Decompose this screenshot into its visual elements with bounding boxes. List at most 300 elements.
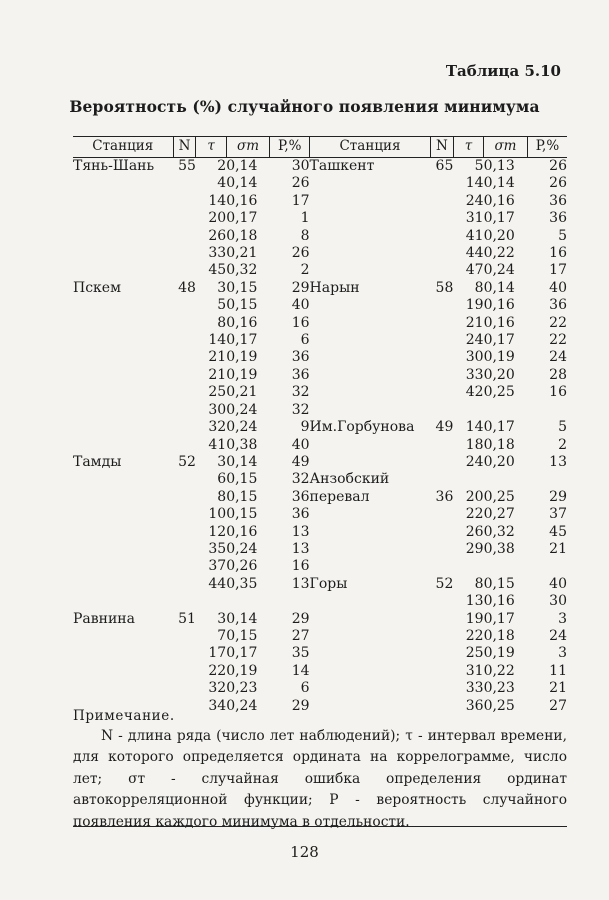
- cell-tau: 25: [208, 384, 227, 401]
- table-row: [73, 541, 567, 558]
- cell-tau: 3: [217, 610, 227, 627]
- cell-probability-right: 16: [549, 245, 567, 262]
- cell-probability-right: 36: [549, 297, 567, 314]
- cell-probability: 13: [291, 540, 310, 557]
- header-probability: P,%: [270, 137, 310, 158]
- cell-probability: 29: [291, 697, 310, 714]
- cell-sigma-right: 0,25: [483, 488, 515, 505]
- cell-sigma-right: 0,14: [483, 175, 515, 192]
- cell-station-right: [310, 262, 431, 279]
- cell-sigma-right: [484, 402, 528, 419]
- cell-n: [173, 645, 196, 662]
- table-body: [73, 158, 567, 716]
- cell-n: 55: [178, 158, 196, 174]
- cell-sigma: 0,15: [226, 297, 258, 314]
- cell-probability-right: 17: [549, 262, 567, 279]
- cell-sigma-right: 0,17: [483, 610, 515, 627]
- table-row: [73, 489, 567, 506]
- cell-sigma-right: 0,15: [483, 575, 515, 592]
- cell-tau-right: 25: [465, 645, 484, 662]
- table-row: [73, 367, 567, 384]
- cell-probability-right: 22: [549, 314, 567, 331]
- table-row: [73, 245, 567, 262]
- cell-n: [173, 297, 196, 314]
- cell-station: [73, 175, 173, 192]
- cell-station-right: Им.Горбунова: [309, 419, 415, 436]
- cell-probability-right: 13: [549, 453, 567, 470]
- table-row: [73, 419, 567, 436]
- cell-station: Тянь-Шань: [73, 158, 155, 174]
- cell-probability: 13: [291, 575, 310, 592]
- cell-probability: 32: [291, 384, 310, 401]
- cell-probability: 30: [291, 158, 310, 174]
- cell-tau: 3: [217, 453, 227, 470]
- table-row: [73, 524, 567, 541]
- table-row: [73, 384, 567, 401]
- cell-station: [73, 524, 173, 541]
- cell-probability: 36: [291, 506, 310, 523]
- cell-station-right: [310, 628, 431, 645]
- cell-station: [73, 593, 173, 610]
- cell-station-right: [310, 228, 431, 245]
- cell-station: [73, 645, 173, 662]
- header-n: N: [173, 137, 196, 158]
- cell-probability: 36: [291, 488, 310, 505]
- page-number: 128: [290, 843, 319, 861]
- cell-probability-right: 5: [558, 419, 567, 436]
- cell-n: [173, 698, 196, 715]
- cell-probability: 26: [291, 245, 310, 262]
- cell-sigma: 0,24: [226, 401, 258, 418]
- cell-tau: 3: [217, 279, 227, 296]
- cell-n-right: [430, 558, 453, 575]
- cell-n: [173, 210, 196, 227]
- table-row: [73, 228, 567, 245]
- cell-n: 48: [178, 279, 196, 296]
- cell-sigma: 0,19: [226, 662, 258, 679]
- cell-tau: 41: [208, 436, 227, 453]
- cell-n-right: [430, 541, 453, 558]
- cell-station-right: [310, 506, 431, 523]
- cell-station: [73, 437, 173, 454]
- cell-n-right: [430, 437, 453, 454]
- cell-probability-right: 37: [549, 506, 567, 523]
- cell-probability-right: 28: [549, 366, 567, 383]
- table-row: [73, 471, 567, 488]
- cell-station-right: Горы: [309, 575, 348, 592]
- cell-station: [73, 471, 173, 488]
- cell-sigma: 0,24: [226, 540, 258, 557]
- table-row: [73, 506, 567, 523]
- table-row: [73, 349, 567, 366]
- cell-station-right: [310, 611, 431, 628]
- cell-station-right: [310, 698, 431, 715]
- cell-n-right: 49: [435, 419, 454, 436]
- cell-probability-right: 24: [549, 627, 567, 644]
- cell-n-right: 36: [435, 488, 454, 505]
- cell-n-right: [430, 315, 453, 332]
- cell-n-right: [430, 663, 453, 680]
- cell-probability-right: 40: [549, 279, 567, 296]
- cell-n: [173, 471, 196, 488]
- table-row: [73, 315, 567, 332]
- header-n-right: N: [430, 137, 453, 158]
- cell-sigma-right: 0,18: [483, 436, 515, 453]
- cell-station: [73, 349, 173, 366]
- cell-sigma-right: 0,25: [483, 384, 515, 401]
- cell-probability-right: 24: [549, 349, 567, 366]
- cell-sigma-right: 0,16: [483, 593, 515, 610]
- cell-sigma: 0,32: [226, 262, 258, 279]
- cell-sigma: 0,15: [226, 279, 258, 296]
- cell-tau: 7: [217, 627, 227, 644]
- cell-sigma-right: 0,32: [483, 523, 515, 540]
- cell-probability: 8: [300, 227, 310, 244]
- cell-sigma-right: 0,38: [483, 540, 515, 557]
- cell-n-right: [430, 228, 453, 245]
- cell-station: [73, 332, 173, 349]
- cell-station: [73, 297, 173, 314]
- cell-station-right: [310, 558, 431, 575]
- cell-tau: 17: [208, 645, 227, 662]
- cell-sigma: 0,38: [226, 436, 258, 453]
- cell-n: 51: [178, 610, 196, 627]
- cell-station-right: [310, 454, 431, 471]
- cell-n-right: [430, 175, 453, 192]
- cell-sigma: 0,14: [226, 610, 258, 627]
- cell-tau-right: 8: [474, 575, 484, 592]
- cell-n-right: [430, 593, 453, 610]
- cell-probability: 17: [291, 192, 310, 209]
- cell-n: [173, 384, 196, 401]
- cell-probability: 13: [291, 523, 310, 540]
- cell-probability-right: [527, 402, 567, 419]
- cell-tau: 21: [208, 366, 227, 383]
- cell-station-right: [310, 349, 431, 366]
- cell-tau: 26: [208, 227, 227, 244]
- cell-station: [73, 576, 173, 593]
- cell-probability-right: [527, 471, 567, 488]
- cell-tau-right: 24: [465, 332, 484, 349]
- cell-station-right: Нарын: [309, 279, 360, 296]
- cell-probability: 40: [291, 436, 310, 453]
- cell-station: Равнина: [73, 610, 135, 627]
- cell-tau: 2: [217, 158, 227, 174]
- cell-station-right: [310, 524, 431, 541]
- cell-station: Пскем: [73, 279, 121, 296]
- cell-station-right: Ташкент: [309, 158, 375, 174]
- cell-n-right: [430, 611, 453, 628]
- header-tau: τ: [196, 137, 226, 158]
- cell-probability: 16: [291, 558, 310, 575]
- cell-station: [73, 245, 173, 262]
- cell-n-right: [430, 297, 453, 314]
- table-row: [73, 437, 567, 454]
- cell-station: [73, 628, 173, 645]
- cell-tau-right: 29: [465, 540, 484, 557]
- cell-n: [173, 506, 196, 523]
- cell-n-right: [430, 210, 453, 227]
- cell-station: [73, 193, 173, 210]
- cell-tau-right: 19: [465, 297, 484, 314]
- cell-tau: 8: [217, 488, 227, 505]
- cell-sigma: 0,17: [226, 645, 258, 662]
- table-row: [73, 454, 567, 471]
- cell-probability: 40: [291, 297, 310, 314]
- cell-sigma-right: 0,16: [483, 192, 515, 209]
- cell-sigma: 0,23: [226, 680, 258, 697]
- cell-station: [73, 315, 173, 332]
- cell-tau: 44: [208, 575, 227, 592]
- cell-tau-right: 8: [474, 279, 484, 296]
- table-row: [73, 280, 567, 297]
- table-row: [73, 558, 567, 575]
- cell-tau-right: 44: [465, 245, 484, 262]
- cell-sigma: 0,18: [226, 227, 258, 244]
- cell-tau: [196, 593, 226, 610]
- cell-sigma: 0,16: [226, 314, 258, 331]
- cell-tau-right: 33: [465, 680, 484, 697]
- cell-tau-right: 13: [465, 593, 484, 610]
- cell-probability-right: 40: [549, 575, 567, 592]
- cell-tau: 34: [208, 697, 227, 714]
- cell-sigma-right: 0,20: [483, 227, 515, 244]
- cell-tau-right: 47: [465, 262, 484, 279]
- table-row: [73, 210, 567, 227]
- cell-sigma-right: 0,18: [483, 627, 515, 644]
- cell-n: [173, 663, 196, 680]
- cell-sigma: 0,21: [226, 245, 258, 262]
- cell-sigma-right: 0,20: [483, 366, 515, 383]
- cell-station-right: [310, 541, 431, 558]
- cell-probability-right: 3: [558, 645, 567, 662]
- cell-station: [73, 419, 173, 436]
- cell-station-right: [310, 402, 431, 419]
- cell-probability: 36: [291, 349, 310, 366]
- cell-sigma: 0,15: [226, 627, 258, 644]
- cell-n: [173, 680, 196, 697]
- cell-tau: 14: [208, 332, 227, 349]
- cell-sigma-right: 0,16: [483, 314, 515, 331]
- cell-station-right: [310, 193, 431, 210]
- cell-probability: 32: [291, 471, 310, 488]
- cell-sigma: [226, 593, 270, 610]
- cell-n-right: [430, 193, 453, 210]
- cell-n: [173, 558, 196, 575]
- cell-station-right: перевал: [309, 488, 370, 505]
- cell-n: [173, 367, 196, 384]
- cell-sigma: 0,15: [226, 506, 258, 523]
- cell-n-right: [430, 698, 453, 715]
- cell-probability: 6: [300, 680, 310, 697]
- cell-station: [73, 680, 173, 697]
- cell-n-right: [430, 332, 453, 349]
- cell-n-right: [430, 628, 453, 645]
- header-station-right: Станция: [310, 137, 431, 158]
- cell-tau-right: 5: [474, 158, 484, 174]
- cell-probability: 6: [300, 332, 310, 349]
- cell-tau: 30: [208, 401, 227, 418]
- cell-station: [73, 210, 173, 227]
- cell-sigma: 0,14: [226, 453, 258, 470]
- cell-sigma: 0,26: [226, 558, 258, 575]
- cell-tau-right: 21: [465, 314, 484, 331]
- header-station: Станция: [73, 137, 173, 158]
- cell-tau-right: 20: [465, 488, 484, 505]
- cell-n: [173, 262, 196, 279]
- cell-probability-right: 16: [549, 384, 567, 401]
- table-row: [73, 175, 567, 192]
- cell-probability: 35: [291, 645, 310, 662]
- cell-probability-right: 22: [549, 332, 567, 349]
- table-row: [73, 193, 567, 210]
- cell-n: [173, 245, 196, 262]
- cell-tau-right: [453, 558, 483, 575]
- cell-tau-right: 30: [465, 349, 484, 366]
- cell-sigma-right: 0,22: [483, 662, 515, 679]
- cell-sigma-right: 0,13: [483, 158, 515, 174]
- cell-station-right: [310, 315, 431, 332]
- cell-station-right: [310, 437, 431, 454]
- cell-sigma-right: 0,25: [483, 697, 515, 714]
- cell-probability: 2: [300, 262, 310, 279]
- cell-sigma-right: 0,27: [483, 506, 515, 523]
- cell-n: [173, 628, 196, 645]
- cell-probability-right: 11: [549, 662, 567, 679]
- cell-station-right: [310, 593, 431, 610]
- cell-tau-right: 22: [465, 506, 484, 523]
- cell-n: [173, 402, 196, 419]
- cell-n: [173, 315, 196, 332]
- cell-tau-right: 14: [465, 175, 484, 192]
- cell-n-right: [430, 384, 453, 401]
- cell-station-right: [310, 210, 431, 227]
- header-probability-right: P,%: [527, 137, 567, 158]
- cell-probability-right: 3: [558, 610, 567, 627]
- cell-station-right: [310, 332, 431, 349]
- cell-station: [73, 541, 173, 558]
- cell-sigma: 0,17: [226, 332, 258, 349]
- cell-station: [73, 506, 173, 523]
- cell-sigma: 0,35: [226, 575, 258, 592]
- note-text: N - длина ряда (число лет наблюдений); τ - интервал времени, для которого определяется ордината на коррелограмме, число лет; σт - случайная ошибка определения ординат автокорреляционной функции; P - вероятность случайного появления каждого минимума в отдельности.: [73, 728, 567, 830]
- cell-n-right: [430, 454, 453, 471]
- cell-tau: 5: [217, 297, 227, 314]
- cell-probability: 27: [291, 627, 310, 644]
- cell-sigma: 0,21: [226, 384, 258, 401]
- cell-n-right: [430, 506, 453, 523]
- cell-probability-right: 5: [558, 227, 567, 244]
- cell-probability-right: [527, 558, 567, 575]
- note-title: Примечание.: [73, 708, 175, 724]
- cell-station-right: [310, 384, 431, 401]
- cell-probability-right: 21: [549, 540, 567, 557]
- cell-probability-right: 36: [549, 192, 567, 209]
- cell-station-right: Анзобский: [309, 471, 390, 488]
- cell-sigma-right: 0,17: [483, 419, 515, 436]
- cell-n: [173, 576, 196, 593]
- cell-n: [173, 175, 196, 192]
- cell-n: [173, 349, 196, 366]
- cell-sigma-right: 0,17: [483, 210, 515, 227]
- cell-tau: 4: [217, 175, 227, 192]
- cell-station-right: [310, 175, 431, 192]
- table-row: [73, 262, 567, 279]
- cell-sigma: 0,16: [226, 192, 258, 209]
- cell-station-right: [310, 245, 431, 262]
- cell-sigma: 0,14: [226, 158, 258, 174]
- cell-probability-right: 30: [549, 593, 567, 610]
- cell-sigma-right: 0,19: [483, 349, 515, 366]
- cell-probability: 29: [291, 279, 310, 296]
- table-caption: Вероятность (%) случайного появления минимума: [69, 97, 540, 116]
- cell-n-right: [430, 524, 453, 541]
- cell-probability-right: 36: [549, 210, 567, 227]
- cell-probability: 32: [291, 401, 310, 418]
- cell-probability-right: 21: [549, 680, 567, 697]
- cell-n-right: [430, 349, 453, 366]
- cell-tau-right: [453, 402, 483, 419]
- cell-tau-right: 33: [465, 366, 484, 383]
- cell-n-right: 58: [435, 279, 454, 296]
- cell-sigma-right: 0,22: [483, 245, 515, 262]
- cell-n-right: [430, 402, 453, 419]
- cell-tau-right: 36: [465, 697, 484, 714]
- cell-tau-right: 42: [465, 384, 484, 401]
- table-row: [73, 663, 567, 680]
- cell-station: [73, 663, 173, 680]
- cell-probability: 14: [291, 662, 310, 679]
- cell-station: [73, 384, 173, 401]
- cell-probability-right: 2: [558, 436, 567, 453]
- cell-tau-right: [453, 471, 483, 488]
- cell-n: [173, 593, 196, 610]
- cell-sigma-right: 0,19: [483, 645, 515, 662]
- header-sigma: σт: [226, 137, 270, 158]
- cell-probability-right: 26: [549, 175, 567, 192]
- cell-station: [73, 558, 173, 575]
- cell-station-right: [310, 645, 431, 662]
- cell-tau: 35: [208, 540, 227, 557]
- cell-n-right: [430, 262, 453, 279]
- cell-n-right: [430, 680, 453, 697]
- cell-sigma-right: 0,16: [483, 297, 515, 314]
- cell-probability: 16: [291, 314, 310, 331]
- cell-sigma: 0,24: [226, 419, 258, 436]
- cell-station: [73, 262, 173, 279]
- cell-sigma-right: 0,20: [483, 453, 515, 470]
- cell-probability-right: 27: [549, 697, 567, 714]
- cell-probability-right: 29: [549, 488, 567, 505]
- cell-n: [173, 419, 196, 436]
- cell-tau: 22: [208, 662, 227, 679]
- cell-tau: 12: [208, 523, 227, 540]
- table-row: [73, 611, 567, 628]
- cell-probability: 9: [300, 419, 310, 436]
- table-header-row: [73, 137, 567, 158]
- cell-sigma-right: 0,23: [483, 680, 515, 697]
- cell-tau-right: 26: [465, 523, 484, 540]
- cell-sigma-right: 0,24: [483, 262, 515, 279]
- cell-sigma: 0,14: [226, 175, 258, 192]
- table-row: [73, 593, 567, 610]
- cell-n-right: [430, 245, 453, 262]
- cell-probability-right: 26: [549, 158, 567, 174]
- cell-sigma: 0,15: [226, 488, 258, 505]
- cell-tau-right: 14: [465, 419, 484, 436]
- cell-station: [73, 402, 173, 419]
- cell-probability: 29: [291, 610, 310, 627]
